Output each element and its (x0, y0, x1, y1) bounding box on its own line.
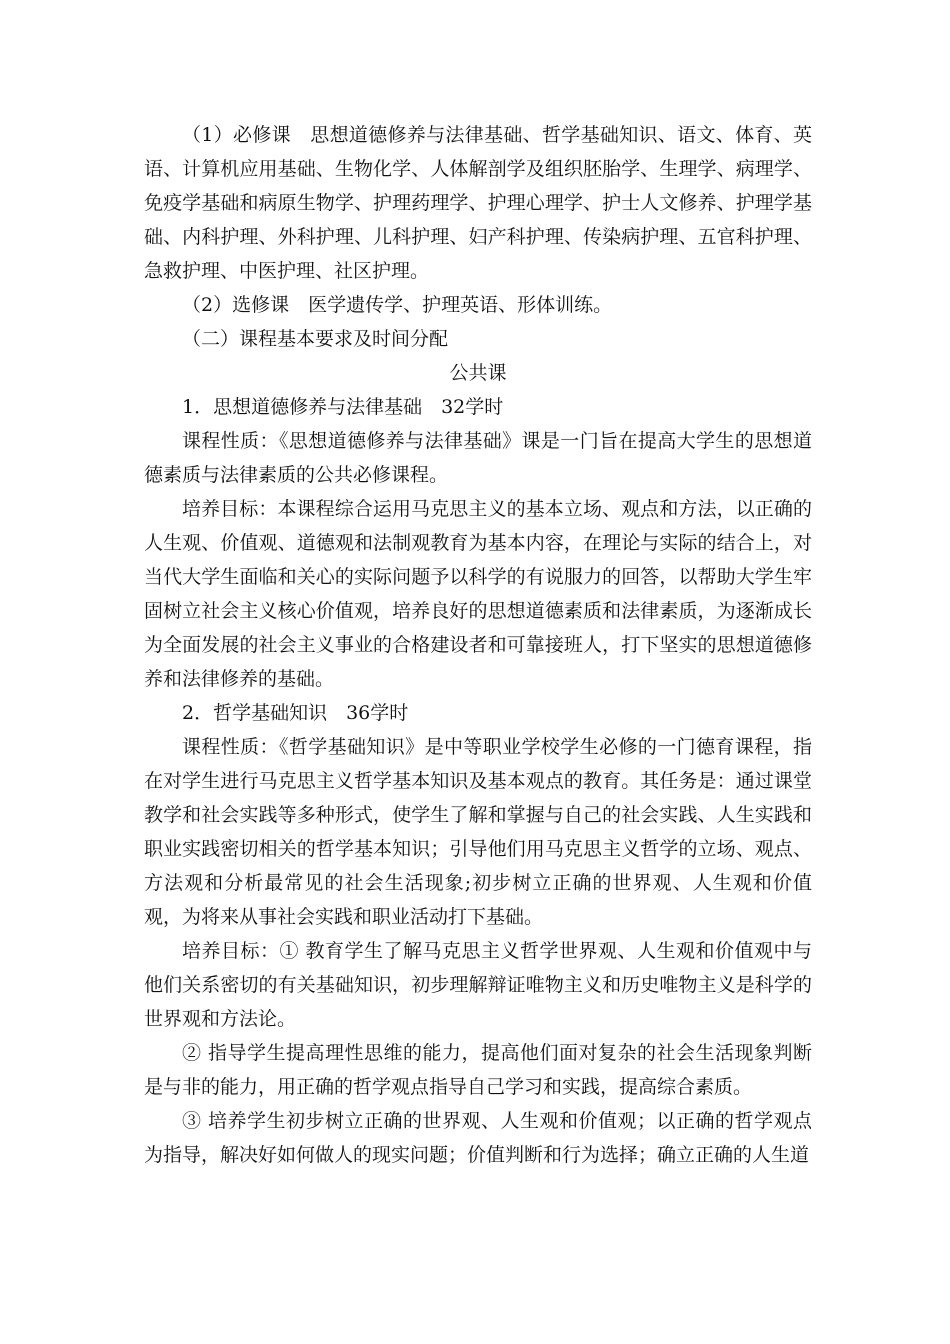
course-2-goals: 培养目标：① 教育学生了解马克思主义哲学世界观、人生观和价值观中与他们关系密切的有关基础知识，初步理解辩证唯物主义和历史唯物主义是科学的世界观和方法论。 (144, 940, 812, 1030)
course-2-title: 2．哲学基础知识 36学时 (182, 702, 409, 724)
required-courses-paragraph: （1）必修课 思想道德修养与法律基础、哲学基础知识、语文、体育、英语、计算机应用基础、生物化学、人体解剖学及组织胚胎学、生理学、病理学、免疫学基础和病原生物学、护理药理学、护理心理学、护士人文修养、护理学基础、内科护理、外科护理、儿科护理、妇产科护理、传染病护理、五官科护理、急救护理、中医护理、社区护理。 (144, 124, 812, 282)
document-body (144, 118, 812, 1172)
section-heading: （二）课程基本要求及时间分配 (182, 328, 449, 350)
course-2-goal-2: ② 指导学生提高理性思维的能力，提高他们面对复杂的社会生活现象判断是与非的能力，用正确的哲学观点指导自己学习和实践，提高综合素质。 (144, 1042, 812, 1098)
public-courses-heading: 公共课 (449, 362, 507, 384)
course-1-goals: 培养目标：本课程综合运用马克思主义的基本立场、观点和方法，以正确的人生观、价值观、道德观和法制观教育为基本内容，在理论与实际的结合上，对当代大学生面临和关心的实际问题予以科学的有说服力的回答，以帮助大学生牢固树立社会主义核心价值观，培养良好的思想道德素质和法律素质，为逐渐成长为全面发展的社会主义事业的合格建设者和可靠接班人，打下坚实的思想道德修养和法律修养的基础。 (144, 498, 812, 690)
course-1-nature: 课程性质：《思想道德修养与法律基础》课是一门旨在提高大学生的思想道德素质与法律素质的公共必修课程。 (144, 430, 812, 486)
course-1-title: 1．思想道德修养与法律基础 32学时 (182, 396, 504, 418)
elective-courses-paragraph: （2）选修课 医学遗传学、护理英语、形体训练。 (182, 294, 613, 316)
course-2-goal-3: ③ 培养学生初步树立正确的世界观、人生观和价值观；以正确的哲学观点为指导，解决好如何做人的现实问题；价值判断和行为选择；确立正确的人生道 (144, 1110, 812, 1166)
course-2-nature: 课程性质：《哲学基础知识》是中等职业学校学生必修的一门德育课程，指在对学生进行马克思主义哲学基本知识及基本观点的教育。其任务是：通过课堂教学和社会实践等多种形式，使学生了解和掌握与自己的社会实践、人生实践和职业实践密切相关的哲学基本知识；引导他们用马克思主义哲学的立场、观点、方法观和分析最常见的社会生活现象;初步树立正确的世界观、人生观和价值观，为将来从事社会实践和职业活动打下基础。 (144, 736, 812, 928)
